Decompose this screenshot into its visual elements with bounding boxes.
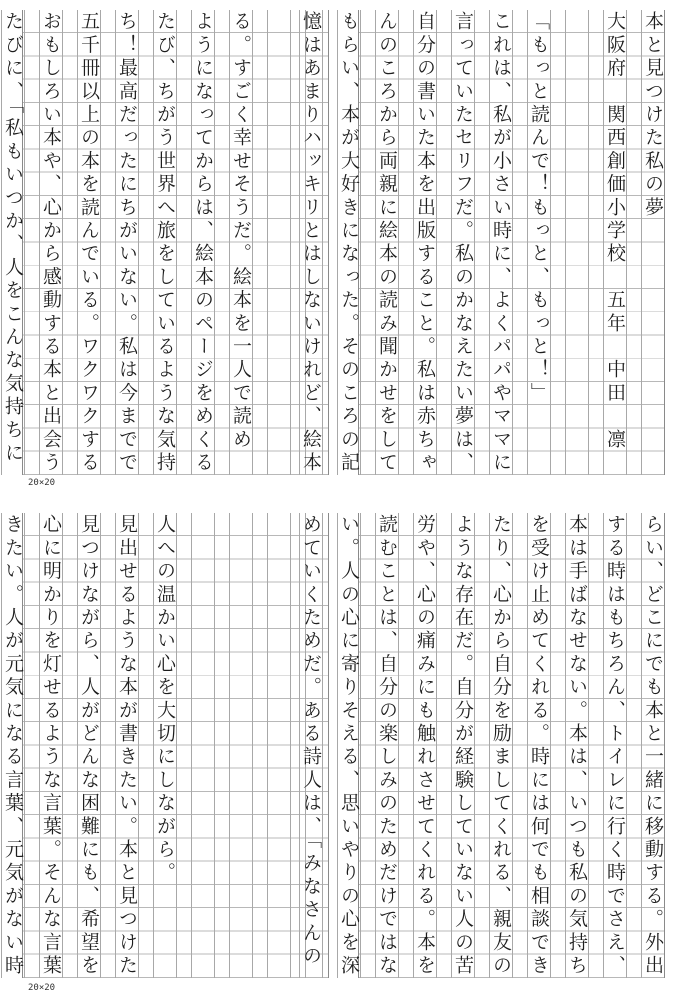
gutter-column (176, 10, 191, 475)
gutter-column (176, 513, 191, 978)
gutter-column (284, 513, 299, 978)
gutter-column (322, 513, 337, 978)
text-column: これは、私が小さい時に、よくパパやママに (490, 11, 512, 475)
gutter-column (588, 513, 603, 978)
text-column: 心に明かりを灯せるような言葉。そんな言葉 (40, 514, 62, 978)
gutter-column (550, 10, 565, 475)
gutter-column (214, 10, 229, 475)
gutter-column (360, 10, 375, 475)
text-column: 大阪府 関西創価小学校 五年 中田 凛 (603, 10, 626, 475)
text-column: ち！最高だったにちがいない。私は今までで (116, 11, 138, 475)
text-column: 読むことは、自分の楽しみのためだけではな (376, 514, 398, 978)
gutter-column (24, 513, 39, 978)
text-column: る。すごく幸せそうだ。絵本を一人で読め (229, 10, 252, 475)
text-column: たり、心から自分を励ましてくれる、親友の (490, 514, 512, 978)
gutter-column (100, 513, 115, 978)
gutter-column (474, 10, 489, 475)
text-column: たび、ちがう世界へ旅をしているような気持 (154, 11, 176, 475)
text-column: たびに、「私もいつか、人をこんな気持ちに (1, 10, 24, 475)
text-column: ような存在だ。自分が経験していない人の苦 (452, 514, 474, 978)
text-column (565, 10, 588, 475)
gutter-column (550, 513, 565, 978)
text-column: きたい。人が元気になる言葉、元気がない時 (2, 514, 24, 978)
gutter-column (436, 10, 451, 475)
gutter-column (360, 513, 375, 978)
text-column: 「もっと読んで！もっと、もっと！」 (527, 10, 550, 475)
page-footer: 20×20 (28, 478, 56, 488)
text-column: 言っていたセリフだ。私のかなえたい夢は、 (452, 11, 474, 475)
gutter-column (62, 513, 77, 978)
manuscript-grid (300, 10, 665, 475)
text-column (191, 513, 214, 978)
text-column: する時はもちろん、トイレに行く時でさえ、 (604, 514, 626, 978)
text-column: んのころから両親に絵本の読み聞かせをして (376, 11, 398, 475)
text-column: 見つけながら、人がどんな困難にも、希望を (78, 514, 100, 978)
gutter-column (138, 10, 153, 475)
text-column: 五千冊以上の本を読んでいる。ワクワクする (78, 11, 100, 475)
gutter-column (626, 513, 641, 978)
gutter-column (100, 10, 115, 475)
gutter-column (24, 10, 39, 475)
manuscript-grid (2, 513, 329, 978)
text-column: 人への温かい心を大切にしながら。 (153, 513, 176, 978)
text-column: 憶はあまりハッキリとはしないけれど、絵本 (300, 11, 322, 475)
gutter-column (284, 10, 299, 475)
gutter-column (252, 513, 267, 978)
gutter-column (474, 513, 489, 978)
gutter-column (398, 513, 413, 978)
text-column: おもしろい本や、心から感動する本と出会う (40, 11, 62, 475)
text-column: らい、どこにでも本と一緒に移動する。外出 (642, 514, 664, 978)
manuscript-grid (2, 10, 329, 475)
gutter-column (62, 10, 77, 475)
gutter-column (138, 513, 153, 978)
text-column: 本と見つけた私の夢 (641, 10, 664, 475)
manuscript-grid (300, 513, 665, 978)
gutter-column (398, 10, 413, 475)
text-column: を受け止めてくれる。時には何でも相談でき (528, 514, 550, 978)
gutter-column (436, 513, 451, 978)
page-footer: 20×20 (28, 983, 56, 993)
text-column: ようになってからは、絵本のページをめくる (192, 11, 214, 475)
gutter-column (512, 10, 527, 475)
gutter-column (322, 10, 337, 475)
text-column: い。人の心に寄りそえる、思いやりの心を深 (338, 514, 360, 978)
gutter-column (588, 10, 603, 475)
text-column: めていくためだ。ある詩人は、「みなさんの (299, 513, 322, 978)
text-column: もらい、本が大好きになった。そのころの記 (338, 11, 360, 475)
text-column: 本は手ばなせない。本は、いつも私の気持ち (566, 514, 588, 978)
gutter-column (512, 513, 527, 978)
text-column: 労や、心の痛みにも触れさせてくれる。本を (414, 514, 436, 978)
gutter-column (626, 10, 641, 475)
page-top-right (300, 0, 700, 502)
gutter-column (214, 513, 229, 978)
page-bottom-right (300, 503, 700, 1005)
text-column: 見出せるような本が書きたい。本と見つけた (116, 514, 138, 978)
text-column (229, 513, 252, 978)
text-column: 自分の書いた本を出版すること。私は赤ちゃ (414, 11, 436, 475)
gutter-column (252, 10, 267, 475)
